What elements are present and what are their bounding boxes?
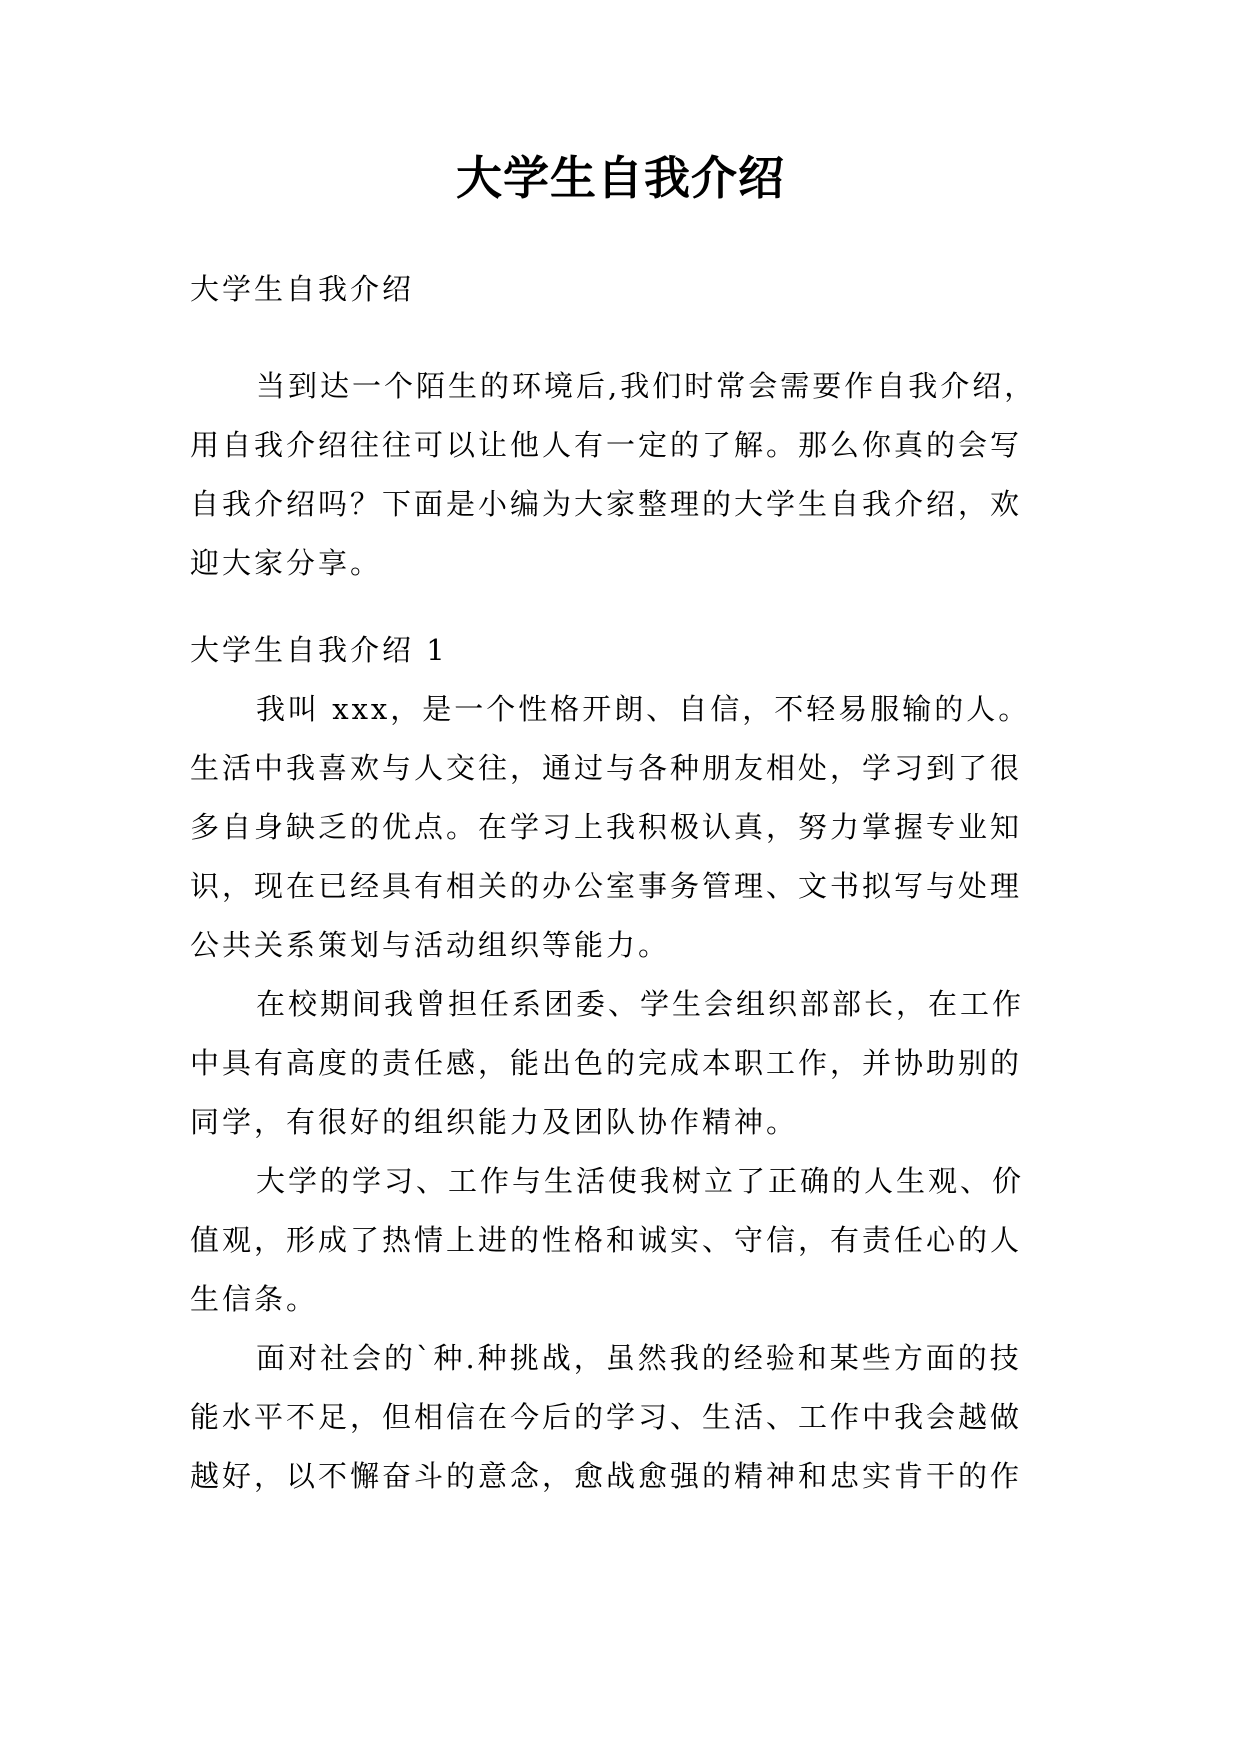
body-line: 中具有高度的责任感，能出色的完成本职工作，并协助别的 <box>190 1046 1023 1080</box>
body-line: 能水平不足，但相信在今后的学习、生活、工作中我会越做 <box>190 1400 1023 1434</box>
intro-line: 当到达一个陌生的环境后,我们时常会需要作自我介绍， <box>256 369 1037 403</box>
body-line: 同学，有很好的组织能力及团队协作精神。 <box>190 1105 799 1139</box>
body-line: 面对社会的`种.种挑战，虽然我的经验和某些方面的技 <box>256 1341 1022 1375</box>
body-line: 值观，形成了热情上进的性格和诚实、守信，有责任心的人 <box>190 1223 1023 1257</box>
body-line: 大学的学习、工作与生活使我树立了正确的人生观、价 <box>256 1164 1025 1198</box>
subtitle: 大学生自我介绍 <box>190 272 415 306</box>
body-line: 公共关系策划与活动组织等能力。 <box>190 928 671 962</box>
subtitle-block <box>190 260 1048 319</box>
intro-line: 迎大家分享。 <box>190 546 383 580</box>
body-line: 多自身缺乏的优点。在学习上我积极认真，努力掌握专业知 <box>190 810 1023 844</box>
section-heading: 大学生自我介绍 1 <box>190 633 448 667</box>
body-line: 我叫 xxx，是一个性格开朗、自信，不轻易服输的人。 <box>256 692 1031 726</box>
body-line: 生活中我喜欢与人交往，通过与各种朋友相处，学习到了很 <box>190 751 1023 785</box>
body-line: 在校期间我曾担任系团委、学生会组织部部长，在工作 <box>256 987 1025 1021</box>
section-one <box>190 621 1048 1506</box>
intro-line: 用自我介绍往往可以让他人有一定的了解。那么你真的会写 <box>190 428 1023 462</box>
intro-paragraph <box>190 357 1048 593</box>
intro-line: 自我介绍吗？下面是小编为大家整理的大学生自我介绍，欢 <box>190 487 1023 521</box>
body-line: 识，现在已经具有相关的办公室事务管理、文书拟写与处理 <box>190 869 1023 903</box>
body-line: 越好，以不懈奋斗的意念，愈战愈强的精神和忠实肯干的作 <box>190 1459 1023 1493</box>
body-line: 生信条。 <box>190 1282 319 1316</box>
document-title: 大学生自我介绍 <box>456 151 785 205</box>
